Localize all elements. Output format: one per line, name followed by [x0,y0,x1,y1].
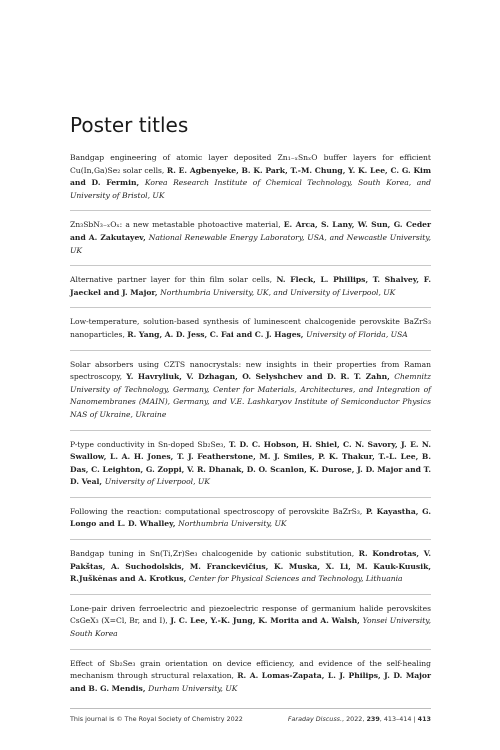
citation-separator: | [411,715,418,723]
poster-title: Lone-pair driven ferroelectric and piezoelectric response of germanium halide perovskites CsGeX₃ (X=Cl, Br, and I), [70,603,431,626]
poster-title: Solar absorbers using CZTS nanocrystals: new insights in their properties from Raman spectroscopy, [70,359,431,382]
poster-entry [70,548,431,595]
poster-entry [70,359,431,431]
poster-entry [70,219,431,266]
citation-year: , 2022, [342,715,367,723]
poster-authors: Y. Havryliuk, V. Dzhagan, O. Selyshchev and D. R. T. Zahn, [126,372,395,382]
poster-title: P-type conductivity in Sn-doped Sb₂Se₃, [70,439,229,449]
poster-title: Following the reaction: computational spectroscopy of perovskite BaZrS₃, [70,506,366,516]
poster-affiliation: Yonsei University, South Korea [70,616,431,639]
poster-affiliation: Northumbria University, UK [178,519,287,529]
poster-title: Low-temperature, solution-based synthesis of luminescent chalcogenide perovskite BaZrS₃ nanoparticles, [70,317,431,339]
poster-authors: T. D. C. Hobson, H. Shiel, C. N. Savory, J. E. N. Swallow, L. A. H. Jones, T. J. Featherstone, M. J. Smiles, P. K. Thakur, T.-L. Lee, B. Das, C. Leighton, G. Zoppi, V. R. Dhanak, D. O. Scanlon, K. Durose, J. D. Major and T. D. Veal, [70,439,431,487]
poster-affiliation: National Renewable Energy Laboratory, USA, and Newcastle University, UK [70,232,431,255]
poster-title: Alternative partner layer for thin film solar cells, [70,275,277,285]
poster-entry [70,658,431,704]
copyright-notice: This journal is © The Royal Society of Chemistry 2022 [70,715,243,723]
poster-title: Zn₃SbN₃₋ₓOₓ: a new metastable photoactive material, [70,220,284,230]
poster-entry [70,274,431,308]
poster-affiliation: Durham University, UK [148,683,238,693]
poster-title: Bandgap engineering of atomic layer deposited Zn₁₋ₓSnₓO buffer layers for efficient Cu(In,Ga)Se₂ solar cells, [70,153,431,175]
poster-title: Bandgap tuning in Sn(Ti,Zr)Se₃ chalcogenide by cationic substitution, [70,549,359,559]
poster-affiliation: Center for Physical Sciences and Technology, Lithuania [188,574,403,584]
poster-authors: R. A. Lomas-Zapata, L. J. Philips, J. D. Major and B. G. Mendis, [70,671,431,693]
poster-title: Effect of Sb₂Se₃ grain orientation on device efficiency, and evidence of the self-healing mechanism through structural relaxation, [70,658,431,681]
poster-affiliation: Korea Research Institute of Chemical Technology, South Korea, and University of Bristol, UK [70,178,431,200]
journal-name: Faraday Discuss. [287,715,343,723]
poster-entry [70,152,431,211]
poster-entry [70,603,431,650]
citation-volume: 239 [366,715,380,723]
poster-authors: J. C. Lee, Y.-K. Jung, K. Morita and A. Walsh, [170,616,363,626]
poster-authors: R. E. Agbenyeke, B. K. Park, T.-M. Chung, Y. K. Lee, C. G. Kim and D. Fermin, [70,165,431,188]
poster-authors: E. Arca, S. Lany, W. Sun, G. Ceder and A. Zakutayev, [70,220,431,242]
poster-entry [70,506,431,540]
page-title: Poster titles [70,113,189,137]
poster-authors: N. Fleck, L. Phillips, T. Shalvey, F. Jaeckel and J. Major, [70,275,431,297]
poster-authors: P. Kayastha, G. Longo and L. D. Whalley, [70,506,431,529]
poster-authors: R. Yang, A. D. Jess, C. Fai and C. J. Hages, [127,329,307,339]
page-number: 413 [417,715,431,723]
poster-entry [70,439,431,498]
page-footer [70,708,431,723]
poster-authors: R. Kondrotas, V. Pakštas, A. Suchodolskis, M. Franckevičius, K. Muska, X. Li, M. Kauk-Kuusik, R.Juškėnas and A. Krotkus, [70,549,431,584]
poster-affiliation: Northumbria University, UK, and University of Liverpool, UK [160,287,396,297]
citation [288,715,431,723]
poster-affiliation: University of Florida, USA [306,329,408,339]
poster-list [70,152,431,711]
poster-affiliation: University of Liverpool, UK [104,477,210,487]
poster-affiliation: Chemnitz University of Technology, Germany, Center for Materials, Architectures, and Integration of Nanomembranes (MAIN), Germany, and V.E. Lashkaryov Institute of Semiconductor Physics NAS of Ukraine, Ukraine [70,372,432,419]
citation-pages: , 413–414 [379,715,412,723]
poster-entry [70,316,431,350]
